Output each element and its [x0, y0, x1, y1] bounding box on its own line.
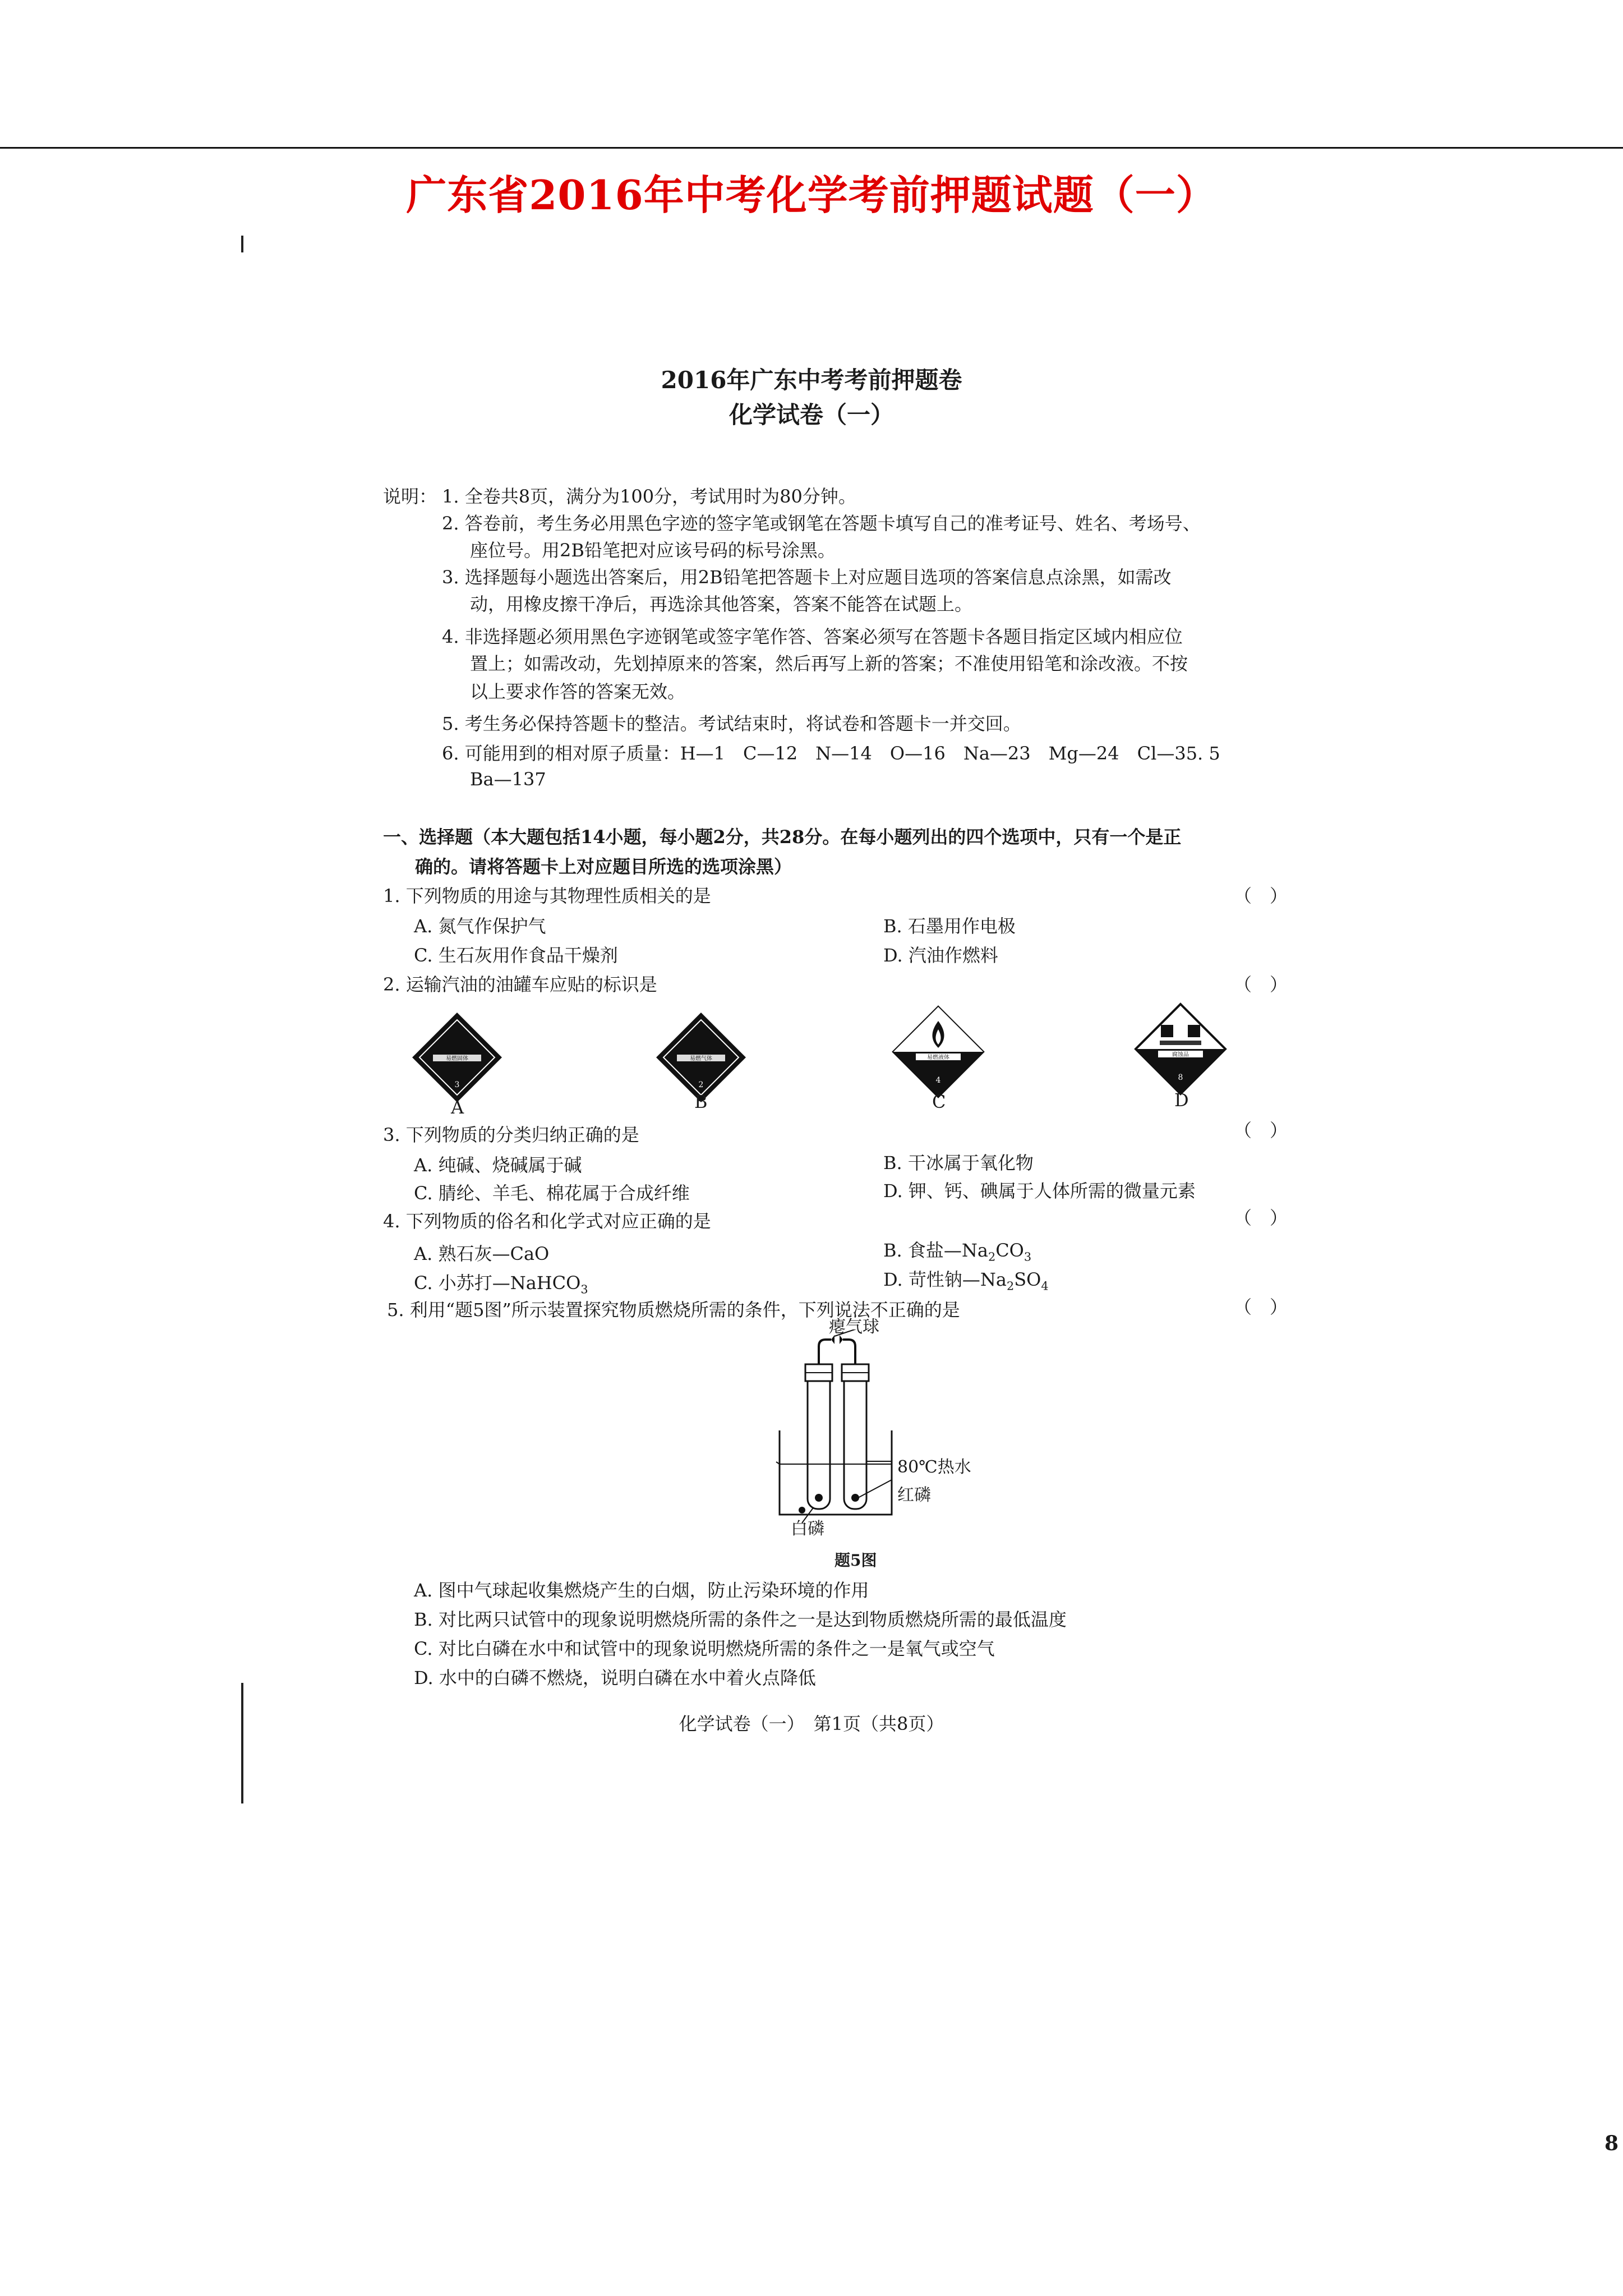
subscript: 3: [580, 1282, 588, 1296]
option-c: C. 对比白磷在水中和试管中的现象说明燃烧所需的条件之一是氧气或空气: [414, 1638, 995, 1659]
sign-letter: C: [932, 1091, 946, 1112]
option-a: A. 氮气作保护气: [414, 915, 546, 937]
option-c: C. 生石灰用作食品干燥剂: [414, 945, 618, 966]
instruction-line: 置上；如需改动，先划掉原来的答案，然后再写上新的答案；不准使用铅笔和涂改液。不按: [470, 653, 1188, 674]
sign-letter: A: [451, 1097, 464, 1118]
sign-label: 易燃液体: [927, 1055, 949, 1061]
answer-paren: （ ）: [1234, 1207, 1288, 1228]
sign-number: 3: [454, 1080, 460, 1089]
sign-number: 8: [1178, 1073, 1183, 1082]
option-c: C. 腈纶、羊毛、棉花属于合成纤维: [414, 1182, 690, 1204]
figure-label-red-phosphorus: 红磷: [897, 1485, 931, 1505]
figure-label-hot-water: 80℃热水: [897, 1457, 971, 1477]
option-b: [883, 1236, 1031, 1263]
instruction-line: 3. 选择题每小题选出答案后，用2B铅笔把答题卡上对应题目选项的答案信息点涂黑，如需改: [442, 567, 1172, 588]
option-c: [414, 1269, 588, 1296]
subscript: 2: [988, 1250, 996, 1264]
question-stem: 1. 下列物质的用途与其物理性质相关的是: [383, 885, 711, 907]
scan-left-margin-line: [241, 236, 243, 252]
option-a: A. 图中气球起收集燃烧产生的白烟，防止污染环境的作用: [414, 1580, 869, 1601]
hazard-sign-corrosive: [1133, 1001, 1228, 1097]
sign-label: 腐蚀品: [1172, 1052, 1189, 1058]
question-stem: 3. 下列物质的分类归纳正确的是: [383, 1124, 639, 1145]
figure-label-white-phosphorus: 白磷: [791, 1519, 824, 1539]
option-d: D. 汽油作燃料: [883, 945, 998, 966]
option-c-text: C. 小苏打—NaHCO: [414, 1272, 581, 1294]
option-b: B. 干冰属于氧化物: [883, 1152, 1034, 1174]
sign-letter: D: [1174, 1089, 1189, 1111]
instruction-line: Ba—137: [470, 769, 546, 790]
top-rule: [0, 147, 1623, 149]
option-d: D. 钾、钙、碘属于人体所需的微量元素: [883, 1180, 1196, 1202]
answer-paren: （ ）: [1234, 885, 1288, 907]
subscript: 4: [1041, 1279, 1049, 1293]
option-b-text: B. 食盐—Na: [883, 1240, 988, 1261]
section-heading: 一、选择题（本大题包括14小题，每小题2分，共28分。在每小题列出的四个选项中，只有一个是正: [383, 826, 1182, 848]
page-number: 8: [1604, 2132, 1619, 2155]
instruction-line: 座位号。用2B铅笔把对应该号码的标号涂黑。: [470, 540, 836, 561]
option-d-tail: SO: [1014, 1269, 1041, 1290]
option-b-tail: CO: [995, 1240, 1024, 1261]
section-heading: 确的。请将答题卡上对应题目所选的选项涂黑）: [415, 856, 792, 877]
instruction-line: 6. 可能用到的相对原子质量：H—1 C—12 N—14 O—16 Na—23 Mg—24 Cl—35. 5: [442, 743, 1220, 764]
question-stem: 5. 利用“题5图”所示装置探究物质燃烧所需的条件，下列说法不正确的是: [387, 1299, 960, 1320]
instruction-line: 1. 全卷共8页，满分为100分，考试用时为80分钟。: [442, 486, 856, 507]
page-footer: 化学试卷（一） 第1页（共8页）: [679, 1713, 944, 1734]
option-d: D. 水中的白磷不燃烧，说明白磷在水中着火点降低: [414, 1667, 816, 1688]
option-d: [883, 1266, 1049, 1292]
scan-left-margin-line: [241, 1683, 243, 1803]
answer-paren: （ ）: [1234, 1120, 1288, 1141]
instructions-label: 说明：: [383, 486, 437, 507]
option-a: A. 纯碱、烧碱属于碱: [414, 1154, 582, 1176]
instruction-line: 以上要求作答的答案无效。: [470, 681, 686, 702]
exam-subtitle: 化学试卷（一）: [728, 401, 894, 429]
instruction-line: 5. 考生务必保持答题卡的整洁。考试结束时，将试卷和答题卡一并交回。: [442, 713, 1021, 734]
instruction-line: 2. 答卷前，考生务必用黑色字迹的签字笔或钢笔在答题卡填写自己的准考证号、姓名、考场号、: [442, 513, 1201, 534]
figure-caption: 题5图: [834, 1551, 877, 1570]
sign-number: 2: [698, 1080, 704, 1089]
hazard-sign-flammable-liquid: [891, 1004, 986, 1099]
instruction-line: 动，用橡皮擦干净后，再选涂其他答案，答案不能答在试题上。: [470, 593, 973, 615]
sign-number: 4: [935, 1076, 941, 1085]
answer-paren: （ ）: [1234, 974, 1288, 995]
sign-label: 易燃气体: [690, 1056, 712, 1062]
exam-title: 2016年广东中考考前押题卷: [661, 366, 962, 394]
hazard-sign-flammable-solid: [409, 1010, 505, 1105]
experiment-apparatus-figure: [768, 1329, 1015, 1537]
instruction-line: 4. 非选择题必须用黑色字迹钢笔或签字笔作答、答案必须写在答题卡各题目指定区域内相应位: [442, 626, 1183, 647]
option-b: B. 石墨用作电极: [883, 915, 1016, 937]
option-a: A. 熟石灰—CaO: [414, 1243, 550, 1264]
subscript: 3: [1023, 1250, 1032, 1264]
option-b: B. 对比两只试管中的现象说明燃烧所需的条件之一是达到物质燃烧所需的最低温度: [414, 1609, 1067, 1630]
subscript: 2: [1006, 1279, 1015, 1293]
answer-paren: （ ）: [1234, 1296, 1288, 1318]
figure-label-balloon: 瘪气球: [829, 1317, 879, 1337]
question-stem: 2. 运输汽油的油罐车应贴的标识是: [383, 974, 657, 995]
sign-letter: B: [694, 1091, 708, 1112]
sign-label: 易燃固体: [446, 1056, 468, 1062]
question-stem: 4. 下列物质的俗名和化学式对应正确的是: [383, 1211, 711, 1232]
option-d-text: D. 苛性钠—Na: [883, 1269, 1007, 1290]
document-title: 广东省2016年中考化学考前押题试题（一）: [406, 171, 1217, 219]
